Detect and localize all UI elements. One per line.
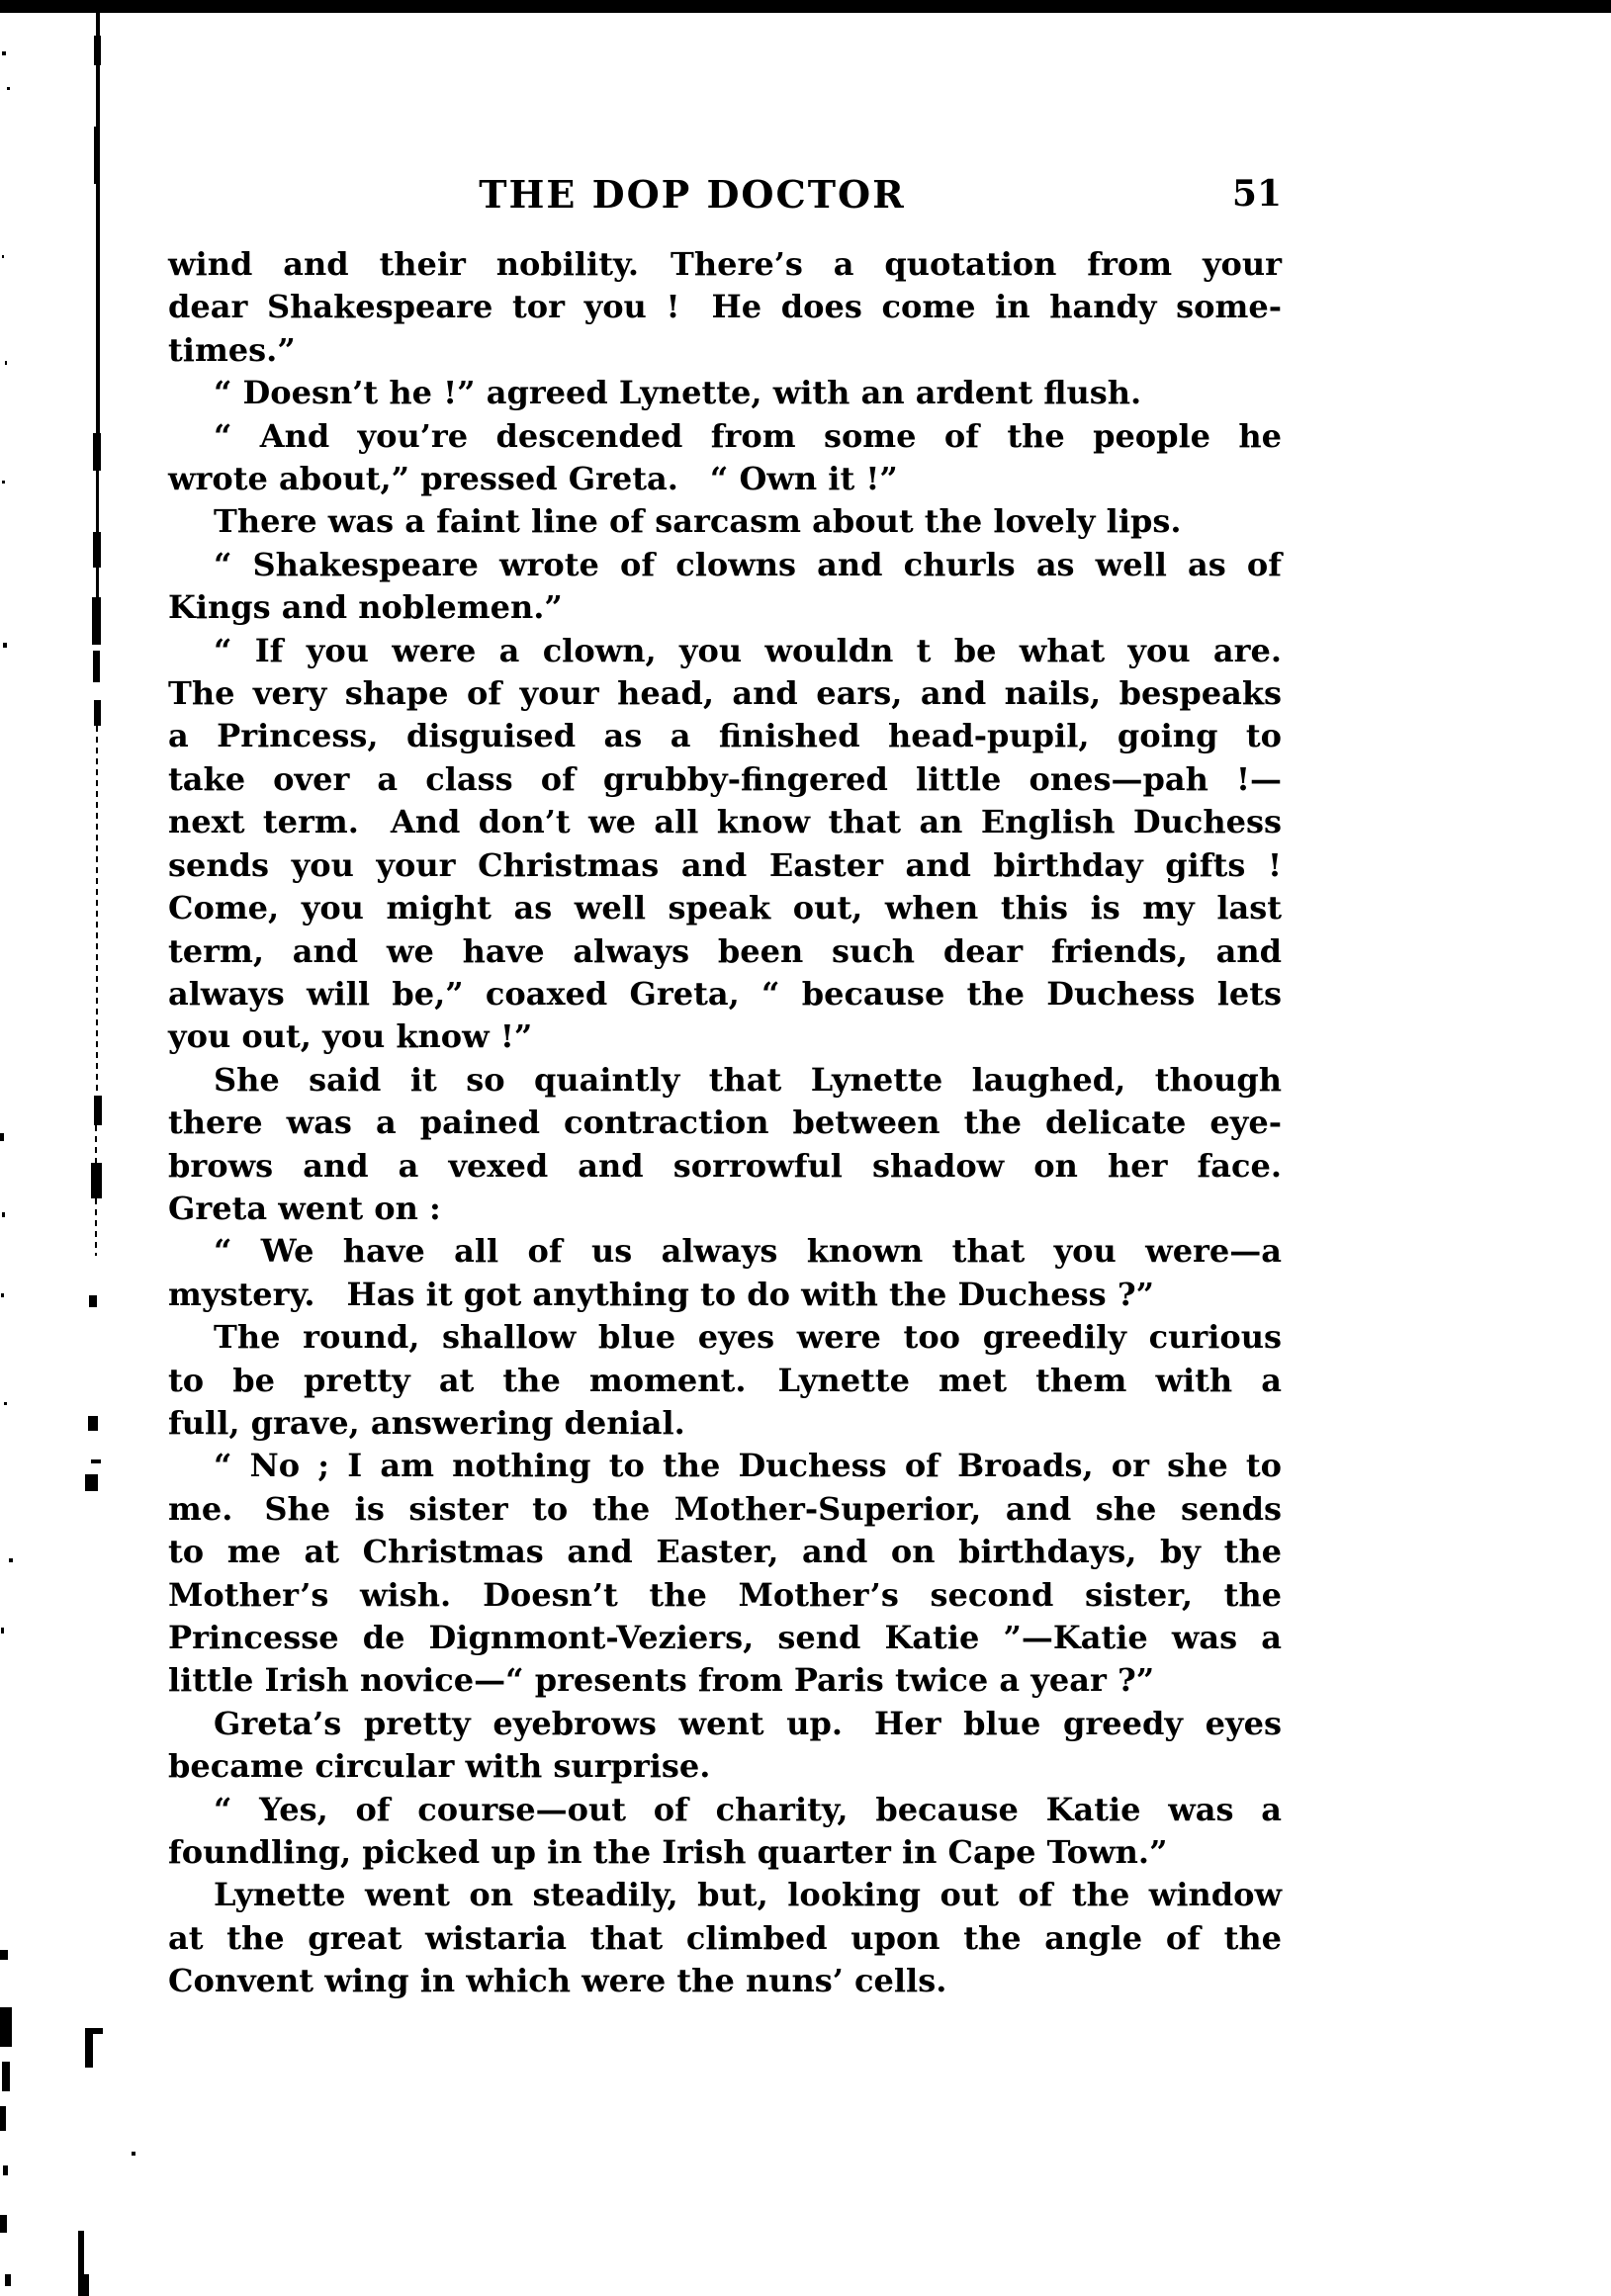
scan-artifact-mark: [91, 1459, 101, 1463]
scan-artifact-gutter-dotted: [95, 1125, 97, 1165]
scan-artifact-gutter-blob: [93, 433, 101, 471]
scan-artifact-speck: [0, 1950, 8, 1960]
scan-artifact-speck: [1, 1628, 4, 1634]
text-line: a Princess, disguised as a finished head-pupil, going to: [168, 717, 1282, 755]
scan-artifact-speck: [0, 2106, 6, 2131]
scan-artifact-speck: [4, 1402, 7, 1405]
text-line: take over a class of grubby-fingered little ones—pah !—: [168, 759, 1282, 798]
scan-artifact-gutter-blob: [94, 36, 101, 65]
text-line: me. She is sister to the Mother-Superior, and she sends: [168, 1489, 1282, 1528]
scan-artifact-speck: [2, 255, 4, 258]
text-line: little Irish novice—“ presents from Paris twice a year ?”: [168, 1661, 1155, 1700]
text-line: dear Shakespeare tor you ! He does come in handy some-: [168, 288, 1282, 326]
text-line: next term. And don’t we all know that an English Duchess: [168, 803, 1282, 841]
text-line: wrote about,” pressed Greta. “ Own it !”: [168, 460, 898, 498]
running-title: THE DOP DOCTOR: [479, 172, 906, 217]
scan-artifact-gutter-blob: [94, 1096, 102, 1125]
text-line: She said it so quaintly that Lynette laughed, though: [214, 1060, 1282, 1099]
text-line: there was a pained contraction between the delicate eye-: [168, 1104, 1282, 1142]
scan-artifact-mark: [89, 1295, 97, 1307]
scan-artifact-mark: [91, 2028, 103, 2034]
scan-artifact-speck: [2, 481, 5, 484]
text-line: Kings and noblemen.”: [168, 588, 563, 627]
text-line: to be pretty at the moment. Lynette met them with a: [168, 1361, 1282, 1399]
scan-artifact-speck: [0, 1133, 4, 1141]
text-line: term, and we have always been such dear friends, and: [168, 931, 1282, 970]
text-line: always will be,” coaxed Greta, “ because the Duchess lets: [168, 974, 1282, 1013]
scan-artifact-gutter-line: [96, 12, 100, 437]
text-line: “ Yes, of course—out of charity, because Katie was a: [214, 1790, 1282, 1828]
text-line: to me at Christmas and Easter, and on birthdays, by the: [168, 1533, 1282, 1571]
scan-artifact-mark: [88, 1416, 98, 1431]
scan-artifact-speck: [5, 2274, 11, 2286]
scan-artifact-mark: [85, 2028, 93, 2068]
text-line: Greta’s pretty eyebrows went up. Her blue greedy eyes: [214, 1704, 1282, 1742]
scan-artifact-top-bar: [0, 0, 1611, 13]
text-line: brows and a vexed and sorrowful shadow on her face.: [168, 1146, 1282, 1185]
text-line: you out, you know !”: [168, 1017, 533, 1056]
page-header: [168, 172, 1282, 218]
scan-artifact-speck: [3, 643, 7, 648]
scan-artifact-speck: [2, 2062, 10, 2091]
text-line: became circular with surprise.: [168, 1747, 711, 1786]
scan-artifact-speck: [0, 2007, 12, 2047]
scan-artifact-speck: [2, 51, 6, 55]
body-text: [168, 243, 1282, 2003]
scan-artifact-speck: [7, 87, 10, 90]
scan-artifact-speck: [5, 361, 7, 365]
text-line: Mother’s wish. Doesn’t the Mother’s second sister, the: [168, 1575, 1282, 1614]
text-line: “ No ; I am nothing to the Duchess of Broads, or she to: [214, 1447, 1282, 1485]
scan-artifact-gutter-dotted: [96, 726, 98, 1092]
scan-artifact-speck: [3, 2165, 8, 2175]
text-line: sends you your Christmas and Easter and birthday gifts !: [168, 845, 1282, 884]
text-line: foundling, picked up in the Irish quarter in Cape Town.”: [168, 1833, 1168, 1872]
text-line: Greta went on :: [168, 1189, 441, 1227]
scan-artifact-gutter-blob: [93, 651, 100, 682]
text-line: The very shape of your head, and ears, and nails, bespeaks: [168, 674, 1282, 713]
text-line: Convent wing in which were the nuns’ cells.: [168, 1962, 947, 2000]
text-line: “ Shakespeare wrote of clowns and churls as well as of: [214, 545, 1282, 583]
scan-artifact-speck: [2, 1212, 5, 1217]
text-line: times.”: [168, 330, 296, 369]
text-line: wind and their nobility. There’s a quotation from your: [168, 245, 1282, 283]
scan-artifact-gutter-blob: [93, 532, 101, 568]
scan-artifact-gutter-blob: [91, 1163, 102, 1198]
scan-artifact-gutter-blob: [94, 700, 101, 726]
text-line: Lynette went on steadily, but, looking out of the window: [214, 1876, 1282, 1914]
text-line: “ We have all of us always known that you were—a: [214, 1232, 1282, 1271]
scan-artifact-gutter-blob: [94, 127, 100, 184]
text-line: There was a faint line of sarcasm about the lovely lips.: [214, 502, 1182, 541]
scan-artifact-speck: [0, 2215, 7, 2233]
scan-artifact-speck: [9, 1558, 13, 1562]
text-line: “ If you were a clown, you wouldn t be what you are.: [214, 631, 1282, 669]
text-line: mystery. Has it got anything to do with the Duchess ?”: [168, 1275, 1154, 1313]
text-line: Come, you might as well speak out, when this is my last: [168, 889, 1282, 927]
text-line: Princesse de Dignmont-Veziers, send Katie ”—Katie was a: [168, 1619, 1282, 1656]
text-line: “ And you’re descended from some of the people he: [214, 416, 1282, 455]
scan-artifact-mark: [85, 1474, 98, 1491]
text-line: full, grave, answering denial.: [168, 1403, 685, 1442]
scan-artifact-gutter-blob: [92, 597, 101, 645]
scan-artifact-mark: [80, 2274, 89, 2296]
scan-artifact-gutter-dotted: [95, 1198, 97, 1256]
page-number: 51: [1231, 173, 1282, 215]
text-line: “ Doesn’t he !” agreed Lynette, with an ardent flush.: [214, 374, 1142, 412]
text-line: The round, shallow blue eyes were too greedily curious: [214, 1318, 1282, 1357]
scan-artifact-speck: [132, 2152, 135, 2156]
scan-artifact-speck: [1, 1293, 4, 1297]
text-line: at the great wistaria that climbed upon the angle of the: [168, 1918, 1282, 1957]
